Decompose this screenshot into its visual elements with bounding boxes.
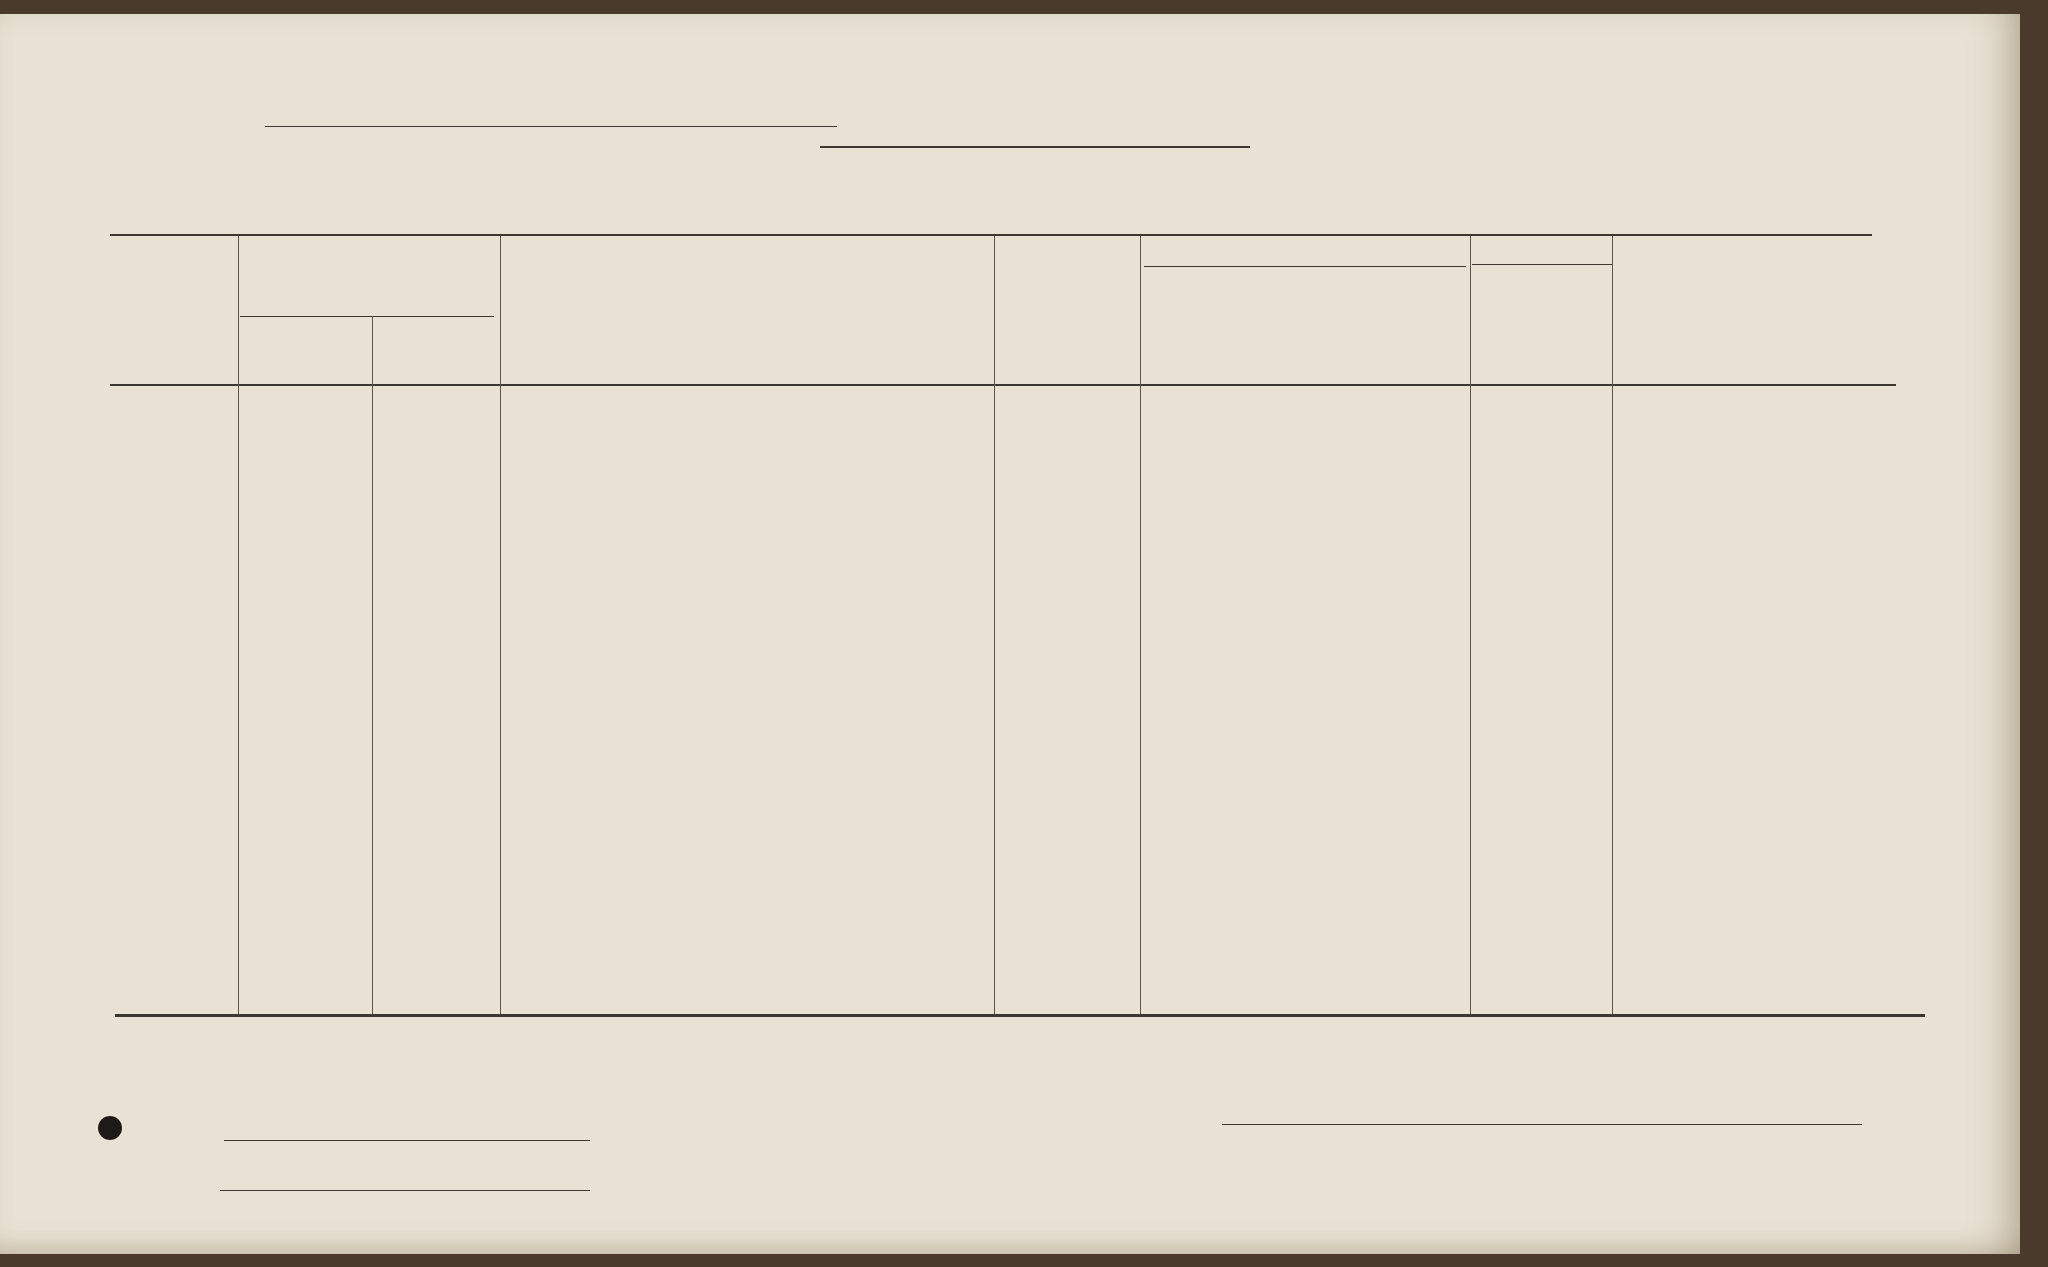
punch-hole: [98, 1116, 122, 1140]
tick-marks: [0, 14, 2020, 1254]
register-page: [0, 14, 2020, 1254]
